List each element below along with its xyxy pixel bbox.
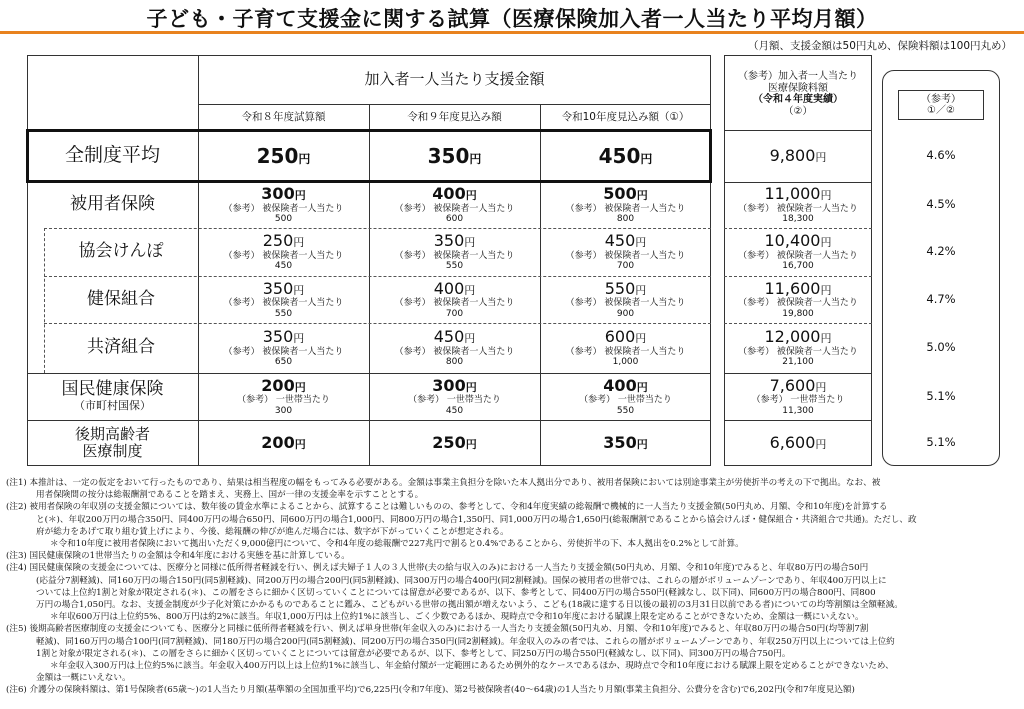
row-label-koki: 後期高齢者 医療制度 bbox=[74, 424, 150, 460]
value-cell: 550円 （参考） 被保険者一人当たり 900 bbox=[565, 278, 686, 319]
ratio-cell: 4.5% bbox=[926, 197, 956, 212]
value-cell: 450円 bbox=[598, 143, 653, 168]
insurance-cell: 11,000円 （参考） 被保険者一人当たり 18,300 bbox=[738, 184, 858, 225]
value-cell: 350円 bbox=[603, 432, 648, 452]
insurance-cell: 6,600円 bbox=[769, 432, 827, 452]
row-label-kyokai: 協会けんぽ bbox=[78, 241, 164, 262]
note-line: 金額は一概にいえない。 bbox=[36, 673, 131, 684]
ratio-cell: 5.0% bbox=[926, 340, 956, 355]
note-line: (注1) 本推計は、一定の仮定をおいて行ったものであり、結果は相当程度の幅をもってみる必要がある。金額は事業主負担分を除いた本人拠出分であり、被用者保険においては別途事業主が労使折半の考えの下で拠出。なお、被 bbox=[6, 478, 881, 488]
ratio-cell: 5.1% bbox=[926, 388, 956, 403]
value-cell: 350円 （参考） 被保険者一人当たり 550 bbox=[394, 231, 515, 272]
note-line: (注5) 後期高齢者医療制度の支援金についても、医療分と同様に低所得者軽減を行い、例えば単身世帯(年金収入のみ)における一人当たり支援金額(50円丸め、月額、令和10年度)でみると、年収80万円の場合50円(均等割7割 bbox=[6, 624, 869, 635]
value-cell: 350円 bbox=[427, 143, 482, 168]
insurance-cell: 7,600円 （参考） 一世帯当たり 11,300 bbox=[751, 375, 845, 416]
note-line: と(＊)、年収200万円の場合350円、同400万円の場合650円、同600万円の場合1,000円、同800万円の場合1,350円、同1,000万円の場合1,650円(総報酬割であることから協会けんぽ・健保組合・共済組合で共通)。ただし、政 bbox=[36, 514, 917, 525]
note-line: (応益分7割軽減)、同160万円の場合150円(同5割軽減)、同200万円の場合200円(同5割軽減)、同300万円の場合400円(同2割軽減)。国保の被用者の世帯では、これらの層がボリュームゾーンであり、年収400万円以上に bbox=[36, 575, 887, 586]
unit-note: （月額、支援金額は50円丸め、保険料額は100円丸め） bbox=[748, 40, 1012, 52]
note-line: (注6) 介護分の保険料額は、第1号保険者(65歳～)の1人当たり月額(基準額の全国加重平均)で6,225円(令和7年度)、第2号被保険者(40～64歳)の1人当たり月額(事業主負担分、公費分を含む)で6,202円(令和7年度見込額) bbox=[6, 685, 855, 696]
title-underline bbox=[0, 31, 1024, 34]
note-line: ＊年収600万円は上位約5%、800万円は約2%に該当。年収1,000万円は上位約1%に該当し、ごく少数であるほか、現時点で令和10年度における賦課上限を定めることができないため、金額は一概にいえない。 bbox=[50, 612, 864, 623]
footnotes bbox=[6, 477, 1018, 697]
value-cell: 300円 （参考） 一世帯当たり 450 bbox=[408, 375, 501, 416]
header-ratio: （参考） ①／② bbox=[898, 90, 984, 120]
note-line: 軽減)、同160万円の場合100円(同7割軽減)、同180万円の場合200円(同5割軽減)、同200万円の場合350円(同2割軽減)。年金収入のみの者では、これらの層がボリュームゾーンであり、年収250万円以上については上位約 bbox=[36, 636, 895, 647]
note-line: ＊令和10年度に被用者保険において拠出いただく9,000億円について、令和4年度の総報酬で227兆円で割ると0.4%であることから、労使折半の下、本人拠出を0.2%として計算。 bbox=[50, 539, 744, 550]
header-r10: 令和10年度見込み額（①） bbox=[561, 110, 690, 123]
insurance-cell: 10,400円 （参考） 被保険者一人当たり 16,700 bbox=[738, 231, 858, 272]
note-line: (注3) 国民健康保険の1世帯当たりの金額は令和4年度における実態を基に計算している。 bbox=[6, 551, 350, 562]
ratio-cell: 5.1% bbox=[926, 435, 956, 450]
value-cell: 250円 bbox=[432, 432, 477, 452]
header-r8: 令和８年度試算額 bbox=[241, 110, 326, 123]
insurance-cell: 9,800円 bbox=[769, 145, 827, 165]
row-label-kenpo: 健保組合 bbox=[87, 288, 155, 309]
insurance-cell: 11,600円 （参考） 被保険者一人当たり 19,800 bbox=[738, 278, 858, 319]
value-cell: 250円 （参考） 被保険者一人当たり 450 bbox=[223, 231, 344, 272]
value-cell: 200円 bbox=[261, 432, 306, 452]
header-insurance: （参考）加入者一人当たり 医療保険料額 （令和４年度実績） （②） bbox=[738, 71, 858, 117]
ratio-cell: 4.6% bbox=[926, 148, 956, 163]
value-cell: 200円 （参考） 一世帯当たり 300 bbox=[237, 375, 330, 416]
row-label-average: 全制度平均 bbox=[64, 144, 160, 167]
value-cell: 350円 （参考） 被保険者一人当たり 650 bbox=[223, 327, 344, 368]
note-line: (注2) 被用者保険の年収別の支援金額については、数年後の賃金水準によることから、試算することは難しいものの、参考として、令和4年度実績の総報酬で機械的に一人当たり支援金額(50円丸め、月額、令和10年度)を計算する bbox=[6, 502, 888, 513]
ratio-cell: 4.2% bbox=[926, 244, 956, 259]
note-line: 1割と対象が限定される(＊)、この層をさらに細かく区切っていくことについては留意が必要であるが、以下、参考として、同250万円の場合550円(軽減なし、以下同)、同300万円の場合750円。 bbox=[36, 648, 791, 659]
header-r9: 令和９年度見込み額 bbox=[407, 110, 502, 123]
note-line: 府が総力をあげて取り組む賃上げにより、今後、総報酬の伸びが進んだ場合には、数字が下がっていくことが想定される。 bbox=[36, 526, 509, 537]
note-line: 万円の場合1,050円。なお、支援金制度が少子化対策にかかるものであることに鑑み、こどもがいる世帯の拠出額が増えないよう、こども(18歳に達する日以後の最初の3月31日以前である者)についての均等割額は全額軽減。 bbox=[36, 600, 903, 611]
insurance-cell: 12,000円 （参考） 被保険者一人当たり 21,100 bbox=[738, 327, 858, 368]
value-cell: 500円 （参考） 被保険者一人当たり 800 bbox=[565, 184, 686, 225]
value-cell: 400円 （参考） 被保険者一人当たり 700 bbox=[394, 278, 515, 319]
value-cell: 450円 （参考） 被保険者一人当たり 700 bbox=[565, 231, 686, 272]
header-support-amount: 加入者一人当たり支援金額 bbox=[364, 69, 545, 88]
row-label-employee: 被用者保険 bbox=[70, 194, 155, 215]
note-line: 用者保険間の按分は総報酬割であることを踏まえ、実務上、国が一律の支援金率を示すこととする。 bbox=[36, 490, 424, 501]
value-cell: 300円 （参考） 被保険者一人当たり 500 bbox=[223, 184, 344, 225]
page-title: 子ども・子育て支援金に関する試算（医療保険加入者一人当たり平均月額） bbox=[146, 7, 878, 31]
value-cell: 400円 （参考） 被保険者一人当たり 600 bbox=[394, 184, 515, 225]
value-cell: 600円 （参考） 被保険者一人当たり 1,000 bbox=[565, 327, 686, 368]
ratio-cell: 4.7% bbox=[926, 291, 956, 306]
row-label-kokuho: 国民健康保険 （市町村国保） bbox=[61, 379, 164, 412]
value-cell: 350円 （参考） 被保険者一人当たり 550 bbox=[223, 278, 344, 319]
note-line: (注4) 国民健康保険の支援金については、医療分と同様に低所得者軽減を行い、例えば夫婦子１人の３人世帯(夫の給与収入のみ)における一人当たり支援金額(50円丸め、月額、令和10年度)でみると、年収80万円の場合50円 bbox=[6, 563, 869, 574]
value-cell: 400円 （参考） 一世帯当たり 550 bbox=[579, 375, 672, 416]
value-cell: 250円 bbox=[256, 143, 311, 168]
value-cell: 450円 （参考） 被保険者一人当たり 800 bbox=[394, 327, 515, 368]
note-line: ついては上位約1割と対象が限定される(＊)、この層をさらに細かく区切っていくことについては留意が必要であるが、以下、参考として、同400万円の場合550円(軽減なし、以下同)、同600万円の場合800円、同800 bbox=[36, 587, 876, 598]
row-label-kyosai: 共済組合 bbox=[87, 337, 155, 358]
note-line: ＊年金収入300万円は上位約5%に該当。年金収入400万円以上は上位約1%に該当し、年金給付額が一定範囲にあるため例外的なケースであるほか、現時点で令和10年度における賦課上限を定めることができないため、 bbox=[50, 661, 894, 672]
